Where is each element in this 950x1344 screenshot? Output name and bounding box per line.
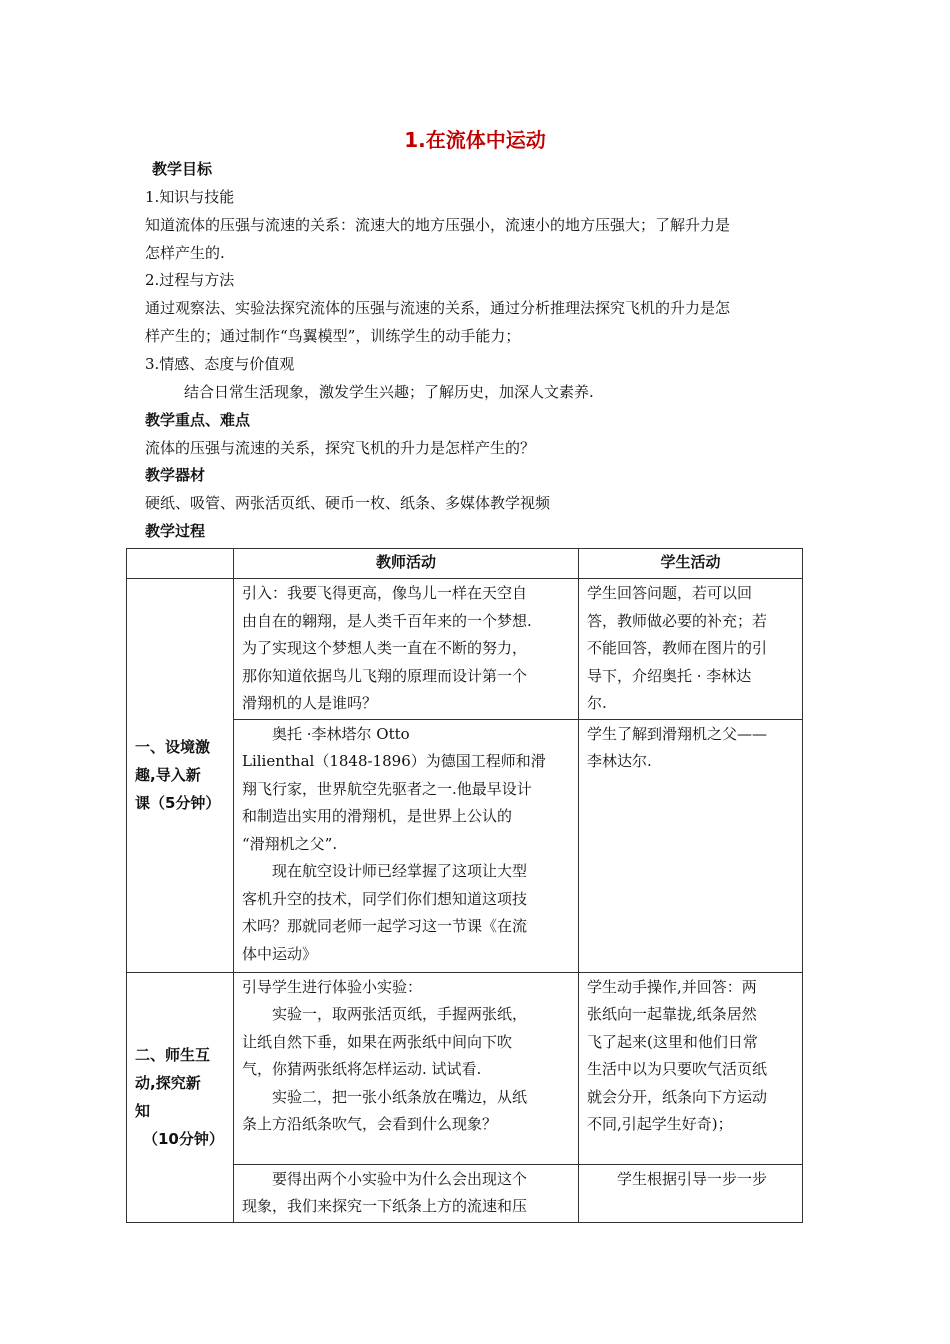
r2-teacher-cell xyxy=(234,719,579,972)
table-header-row xyxy=(127,549,803,579)
text-line: 翔飞行家，世界航空先驱者之一.他最早设计 xyxy=(242,779,532,798)
process-heading: 2.过程与方法 xyxy=(145,271,235,289)
text-line: 李林达尔. xyxy=(587,752,652,770)
r1-teacher-cell xyxy=(234,579,579,720)
process-text-line-2: 样产生的；通过制作“鸟翼模型”，训练学生的动手能力； xyxy=(145,327,521,345)
text-line: 不同,引起学生好奇)； xyxy=(587,1115,733,1133)
text-line: 生活中以为只要吹气活页纸 xyxy=(587,1060,768,1078)
stage-2-line: 动,探究新 xyxy=(135,1074,201,1092)
page-title: 1.在流体中运动 xyxy=(404,128,546,152)
text-line: 就会分开，纸条向下方运动 xyxy=(587,1087,768,1106)
teaching-process-table xyxy=(126,548,803,1223)
text-line: 奥托 ·李林塔尔 Otto xyxy=(272,724,410,743)
text-line: 体中运动》 xyxy=(242,944,318,963)
stage-1-line: 趣,导入新 xyxy=(135,766,201,785)
text-line: 尔. xyxy=(587,694,607,712)
r3-teacher-cell xyxy=(234,972,579,1164)
process-text-line-1: 通过观察法、实验法探究流体的压强与流速的关系，通过分析推理法探究飞机的升力是怎 xyxy=(145,299,731,317)
text-line: 客机升空的技术，同学们你们想知道这项技 xyxy=(242,889,528,908)
knowledge-text-line-1: 知道流体的压强与流速的关系：流速大的地方压强小，流速小的地方压强大；了解升力是 xyxy=(145,216,731,234)
key-text: 流体的压强与流速的关系，探究飞机的升力是怎样产生的？ xyxy=(145,439,536,457)
stage-1-cell xyxy=(127,579,234,973)
r4-teacher-cell xyxy=(234,1164,579,1222)
text-line: 引导学生进行体验小实验： xyxy=(242,977,423,996)
table-row xyxy=(127,972,803,1164)
text-line: 术吗？那就同老师一起学习这一节课《在流 xyxy=(242,917,528,935)
text-line: 由自在的翱翔，是人类千百年来的一个梦想. xyxy=(242,611,532,630)
text-line: 条上方沿纸条吹气，会看到什么现象？ xyxy=(242,1115,498,1133)
key-heading: 教学重点、难点 xyxy=(145,411,251,429)
header-stage-cell xyxy=(127,549,234,579)
text-line: 现象，我们来探究一下纸条上方的流速和压 xyxy=(242,1197,528,1215)
header-teacher-activity: 教师活动 xyxy=(234,549,579,579)
text-line: 答，教师做必要的补充；若 xyxy=(587,611,768,630)
r2-student-cell xyxy=(579,719,803,972)
text-line: 实验二，把一张小纸条放在嘴边，从纸 xyxy=(272,1087,528,1106)
r1-student-cell xyxy=(579,579,803,720)
emotion-text: 结合日常生活现象，激发学生兴趣；了解历史，加深人文素养. xyxy=(184,383,594,401)
text-line: 张纸向一起靠拢,纸条居然 xyxy=(587,1005,757,1023)
text-line: 引入：我要飞得更高，像鸟儿一样在天空自 xyxy=(242,584,528,602)
text-line: 让纸自然下垂，如果在两张纸中间向下吹 xyxy=(242,1032,513,1051)
knowledge-text-line-2: 怎样产生的. xyxy=(145,244,225,262)
stage-2-line: 知 xyxy=(135,1102,151,1120)
text-line: “滑翔机之父”. xyxy=(242,834,338,853)
procedure-heading: 教学过程 xyxy=(145,522,206,540)
stage-2-cell xyxy=(127,972,234,1222)
text-line: 那你知道依据鸟儿飞翔的原理而设计第一个 xyxy=(242,666,528,685)
table-row xyxy=(127,579,803,720)
objectives-heading: 教学目标 xyxy=(152,160,213,178)
knowledge-heading: 1.知识与技能 xyxy=(145,188,235,206)
text-line: 实验一，取两张活页纸，手握两张纸， xyxy=(272,1005,528,1023)
text-line: 气，你猜两张纸将怎样运动. 试试看. xyxy=(242,1060,482,1078)
text-line: 滑翔机的人是谁吗？ xyxy=(242,694,378,712)
text-line: 为了实现这个梦想人类一直在不断的努力， xyxy=(242,639,528,657)
stage-1-line: 课（5分钟） xyxy=(135,794,221,813)
stage-1-line: 一、设境激 xyxy=(135,738,211,757)
text-line: 要得出两个小实验中为什么会出现这个 xyxy=(272,1169,528,1188)
r4-student-cell xyxy=(579,1164,803,1222)
text-line: Lilienthal（1848-1896）为德国工程师和滑 xyxy=(242,752,546,770)
r3-student-cell xyxy=(579,972,803,1164)
text-line: 学生了解到滑翔机之父—— xyxy=(587,724,768,743)
text-line: 学生根据引导一步一步 xyxy=(617,1169,768,1188)
equipment-text: 硬纸、吸管、两张活页纸、硬币一枚、纸条、多媒体教学视频 xyxy=(145,494,551,512)
header-student-activity: 学生活动 xyxy=(579,549,803,579)
text-line: 现在航空设计师已经掌握了这项让大型 xyxy=(272,862,528,880)
equipment-heading: 教学器材 xyxy=(145,466,206,484)
stage-2-line: 二、师生互 xyxy=(135,1046,211,1064)
text-line: 和制造出实用的滑翔机，是世界上公认的 xyxy=(242,807,513,825)
text-line: 学生动手操作,并回答：两 xyxy=(587,977,757,996)
text-line: 不能回答，教师在图片的引 xyxy=(587,639,768,657)
text-line: 飞了起来(这里和他们日常 xyxy=(587,1032,758,1051)
emotion-heading: 3.情感、态度与价值观 xyxy=(145,355,295,373)
text-line: 学生回答问题，若可以回 xyxy=(587,584,753,602)
stage-2-line: （10分钟） xyxy=(143,1130,224,1148)
text-line: 导下，介绍奥托 · 李林达 xyxy=(587,666,752,685)
